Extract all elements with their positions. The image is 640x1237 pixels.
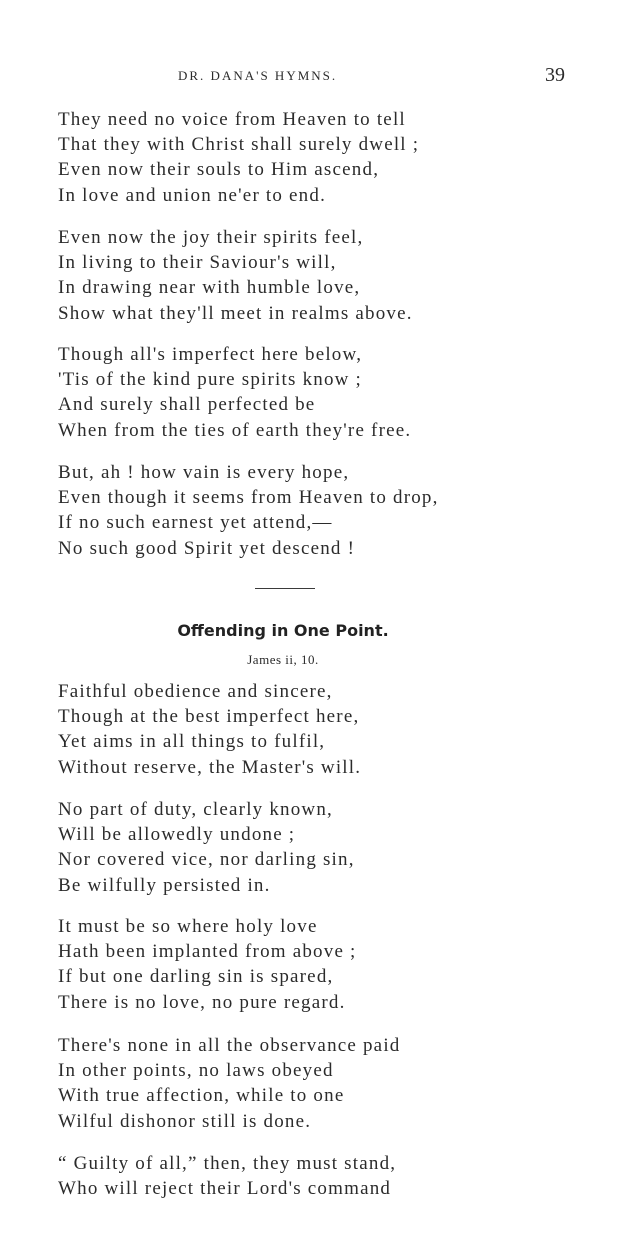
verse-line: Wilful dishonor still is done. [58, 1110, 312, 1132]
verse-line: But, ah ! how vain is every hope, [58, 462, 350, 483]
verse-line: In drawing near with humble love, [58, 277, 361, 299]
stanza [58, 342, 411, 443]
verse-line: Yet aims in all things to fulfil, [58, 731, 326, 753]
verse-line: No such good Spirit yet descend ! [58, 537, 356, 559]
hymn-title: Offending in One Point. [177, 621, 389, 640]
verse-line: Even now the joy their spirits feel, [58, 227, 364, 248]
verse-line: There is no love, no pure regard. [58, 991, 346, 1013]
verse-line: Faithful obedience and sincere, [58, 681, 333, 702]
verse-line: Show what they'll meet in realms above. [58, 302, 413, 324]
stanza [58, 225, 413, 326]
page-header [0, 64, 640, 92]
verse-line: 'Tis of the kind pure spirits know ; [58, 369, 363, 391]
stanza [58, 1151, 396, 1201]
verse-line: Even now their souls to Him ascend, [58, 159, 380, 181]
scripture-reference: James ii, 10. [247, 652, 319, 667]
verse-line: Who will reject their Lord's command [58, 1178, 392, 1200]
verse-line: Though at the best imperfect here, [58, 706, 360, 728]
verse-line: Hath been implanted from above ; [58, 941, 357, 963]
verse-line: There's none in all the observance paid [58, 1035, 401, 1056]
verse-line: It must be so where holy love [58, 916, 318, 937]
verse-line: Nor covered vice, nor darling sin, [58, 849, 355, 871]
stanza [58, 460, 439, 561]
section-divider [255, 588, 315, 589]
stanza [58, 1033, 401, 1134]
verse-line: “ Guilty of all,” then, they must stand, [58, 1153, 397, 1174]
verse-line: Though all's imperfect here below, [58, 344, 363, 365]
stanza [58, 107, 419, 208]
verse-line: In other points, no laws obeyed [58, 1060, 334, 1082]
stanza [58, 914, 357, 1015]
running-head: DR. DANA'S HYMNS. [178, 68, 338, 83]
verse-line: They need no voice from Heaven to tell [58, 109, 406, 130]
verse-line: If but one darling sin is spared, [58, 966, 334, 988]
verse-line: No part of duty, clearly known, [58, 799, 333, 820]
page-number: 39 [545, 64, 565, 86]
stanza [58, 679, 361, 780]
verse-line: Without reserve, the Master's will. [58, 756, 362, 778]
verse-line: Even though it seems from Heaven to drop, [58, 487, 439, 509]
verse-line: When from the ties of earth they're free. [58, 419, 412, 441]
verse-line: With true affection, while to one [58, 1085, 345, 1107]
verse-line: In love and union ne'er to end. [58, 184, 327, 206]
stanza [58, 797, 355, 898]
verse-line: And surely shall perfected be [58, 394, 316, 416]
verse-line: That they with Christ shall surely dwell ; [58, 134, 420, 156]
verse-line: If no such earnest yet attend,— [58, 512, 333, 534]
verse-line: Be wilfully persisted in. [58, 874, 271, 896]
verse-line: In living to their Saviour's will, [58, 252, 337, 274]
verse-line: Will be allowedly undone ; [58, 824, 296, 846]
